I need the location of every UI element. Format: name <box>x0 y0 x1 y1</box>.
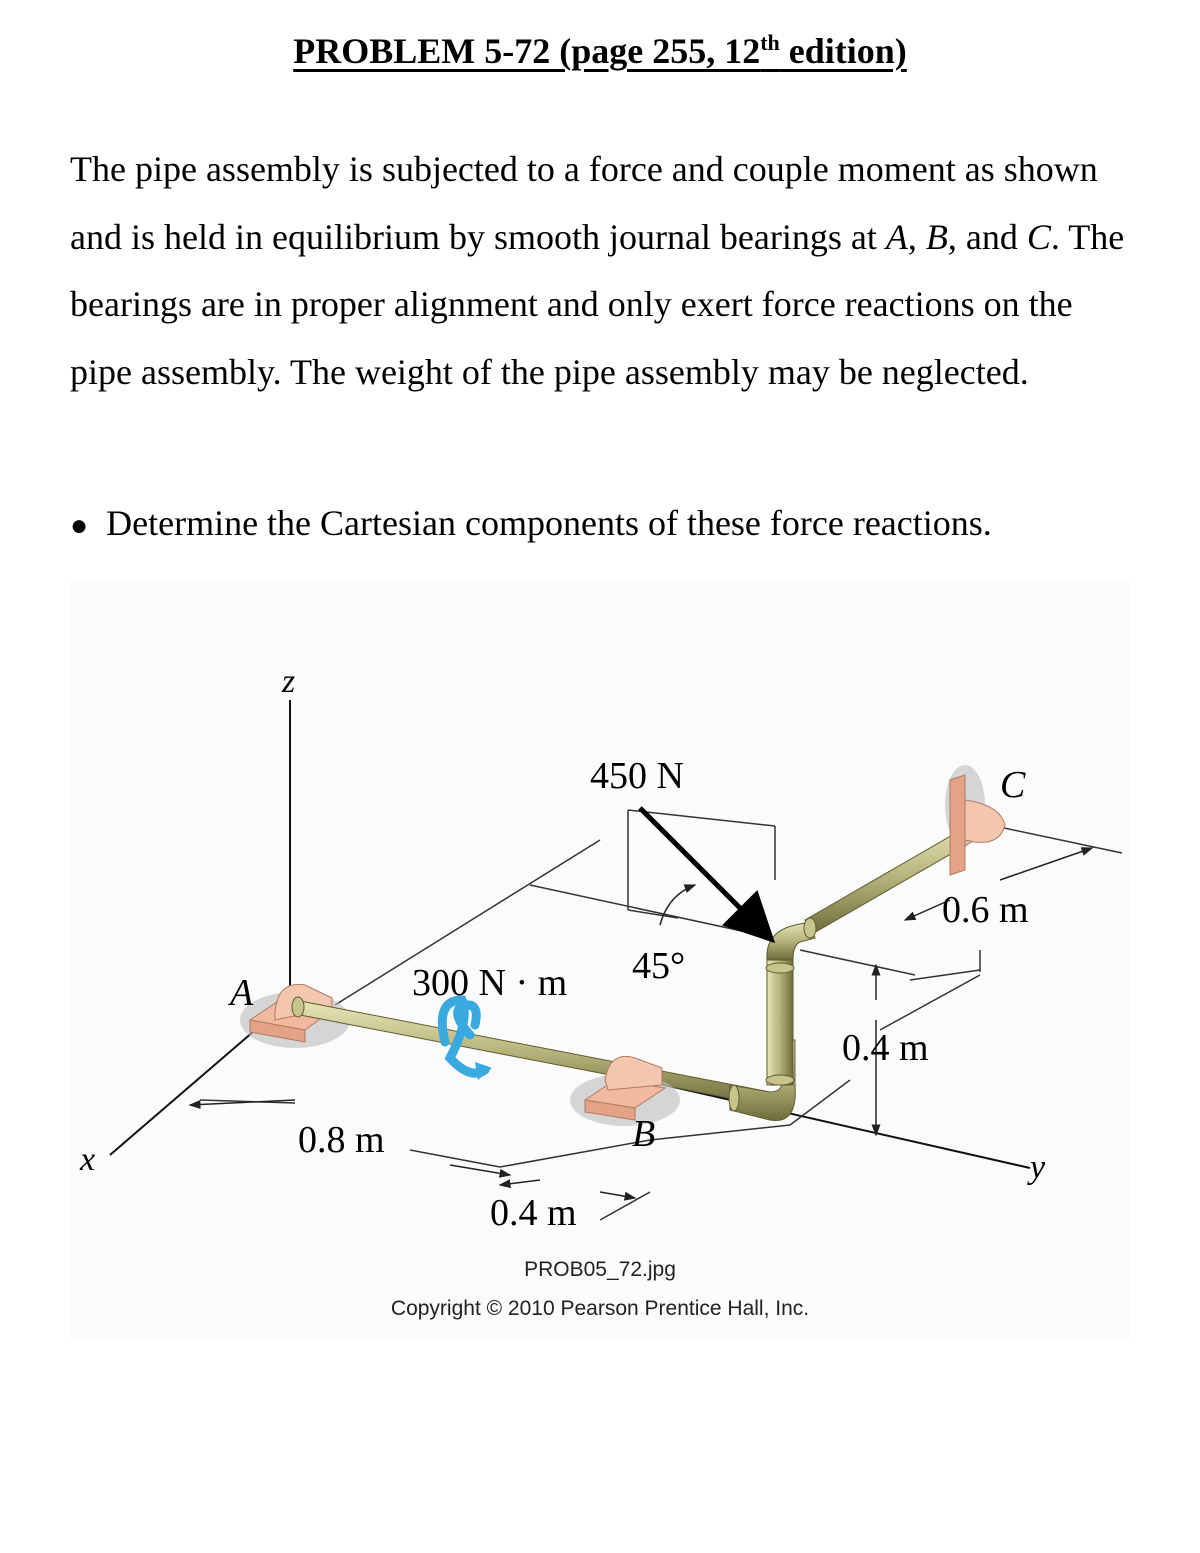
title-superscript: th <box>760 30 780 55</box>
dimension-04-bottom: 0.4 m <box>490 1192 577 1234</box>
problem-text-1: The pipe assembly is subjected to a force and couple moment as shown and is held in equilibrium by smooth journal bearings at <box>70 149 1098 257</box>
bearing-a-ref: A <box>885 216 908 257</box>
problem-text-4: . The bearings are in proper alignment and only exert force reactions on the pipe assembly. The weight of the pipe assembly may be neglected. <box>70 216 1125 392</box>
force-label: 450 N <box>590 755 684 797</box>
problem-text-2: , <box>907 216 926 257</box>
angle-label: 45° <box>632 945 686 987</box>
bearing-c-ref: C <box>1026 216 1051 257</box>
bearing-b-label: B <box>632 1113 656 1155</box>
problem-statement <box>70 136 1140 406</box>
page-title <box>0 30 1200 72</box>
title-tail: edition) <box>779 31 907 71</box>
bearing-b-ref: B <box>925 216 948 257</box>
bearing-a-label: A <box>230 972 254 1014</box>
pipe-assembly-diagram <box>70 580 1130 1340</box>
copyright-notice: Copyright © 2010 Pearson Prentice Hall, Inc. <box>390 1297 810 1320</box>
title-main: PROBLEM 5-72 (page 255, 12 <box>293 31 761 71</box>
moment-label: 300 N · m <box>412 962 568 1004</box>
dimension-04-vertical: 0.4 m <box>842 1027 929 1069</box>
y-axis-label: y <box>1030 1149 1046 1186</box>
x-axis-label: x <box>80 1141 96 1178</box>
dimension-06: 0.6 m <box>942 889 1029 931</box>
z-axis-label: z <box>282 663 296 700</box>
image-filename: PROB05_72.jpg <box>524 1258 676 1281</box>
bearing-c-label: C <box>1000 764 1026 806</box>
task-text: Determine the Cartesian components of these force reactions. <box>106 503 992 543</box>
figure-background <box>70 580 1130 1340</box>
bullet-icon: ● <box>70 509 89 542</box>
dimension-08: 0.8 m <box>298 1119 385 1161</box>
problem-text-3: , and <box>947 216 1027 257</box>
task-bullet <box>70 490 1170 560</box>
